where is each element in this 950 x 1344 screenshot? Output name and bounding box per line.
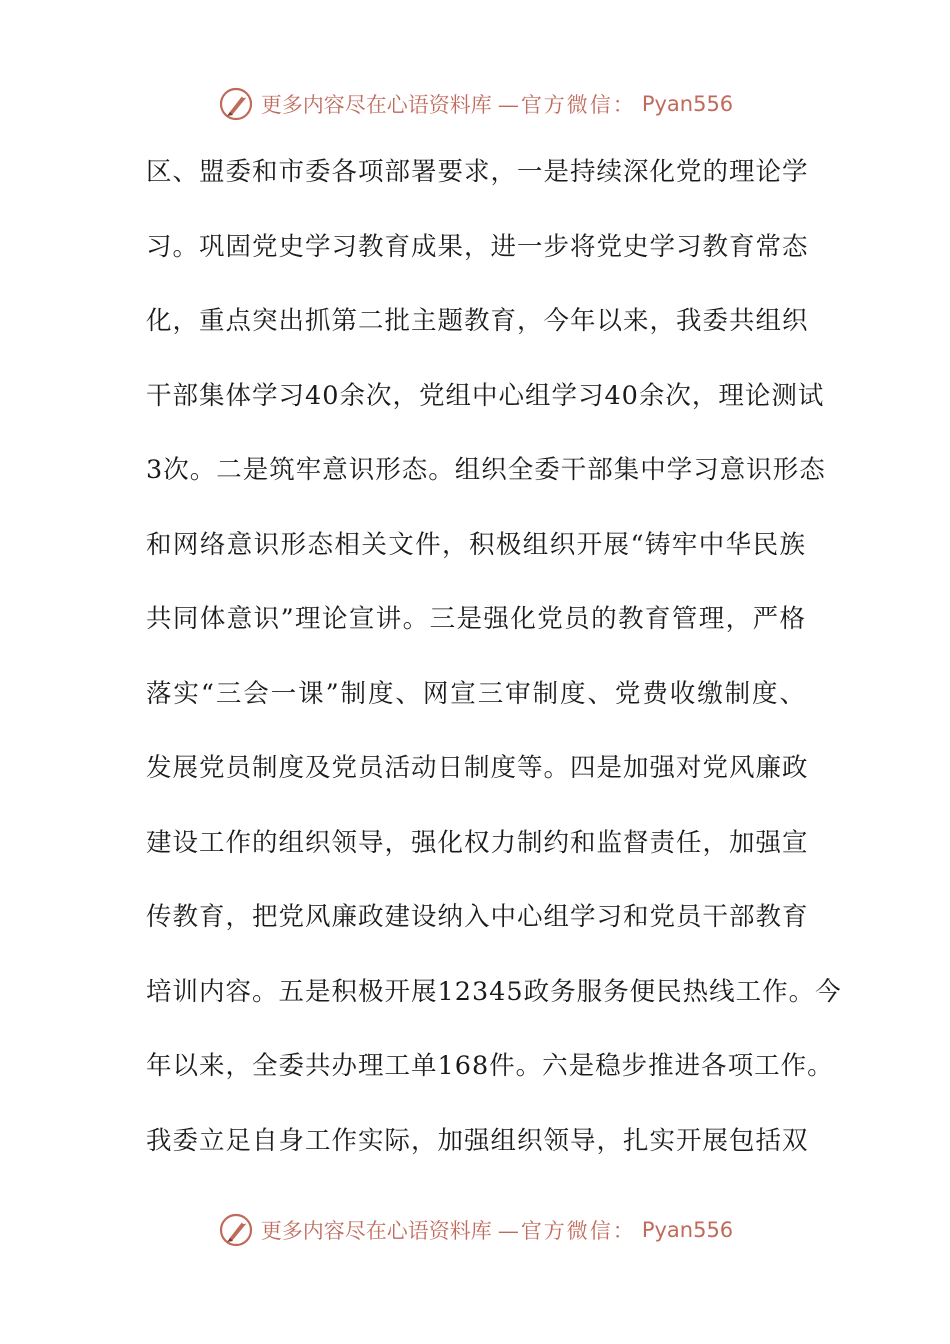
body-line: 区、盟委和市委各项部署要求，一是持续深化党的理论学: [146, 157, 809, 187]
banner-brand-text: 更多内容尽在心语资料库: [260, 1219, 492, 1243]
body-line: 干部集体学习40余次，党组中心组学习40余次，理论测试: [146, 380, 825, 411]
body-line: 落实“三会一课”制度、网宣三审制度、党费收缴制度、: [146, 678, 806, 709]
body-line: 和网络意识形态相关文件，积极组织开展“铸牢中华民族: [146, 529, 806, 560]
banner-brand-text: 更多内容尽在心语资料库: [260, 93, 492, 117]
banner-official-text: —官方微信：: [497, 1219, 636, 1243]
body-line: 年以来，全委共办理工单168件。六是稳步推进各项工作。: [146, 1051, 834, 1081]
body-line: 传教育，把党风廉政建设纳入中心组学习和党员干部教育: [146, 902, 809, 932]
body-line: 建设工作的组织领导，强化权力制约和监督责任，加强宣: [146, 827, 809, 858]
body-line: 我委立足自身工作实际，加强组织领导，扎实开展包括双: [146, 1125, 809, 1156]
header-watermark-banner: [0, 80, 950, 128]
body-line: 习。巩固党史学习教育成果，进一步将党史学习教育常态: [146, 231, 809, 262]
pen-logo-icon: [217, 1211, 255, 1249]
pen-logo-icon: [217, 85, 255, 123]
body-line: 培训内容。五是积极开展12345政务服务便民热线工作。今: [146, 976, 842, 1007]
body-line: 化，重点突出抓第二批主题教育，今年以来，我委共组织: [146, 306, 809, 336]
body-line: 共同体意识”理论宣讲。三是强化党员的教育管理，严格: [146, 604, 806, 634]
footer-watermark-banner: [0, 1206, 950, 1254]
banner-wechat-id: Pyan556: [641, 92, 734, 116]
body-line: 3次。二是筑牢意识形态。组织全委干部集中学习意识形态: [146, 455, 826, 485]
banner-official-text: —官方微信：: [497, 93, 636, 117]
document-body: [146, 150, 842, 1193]
banner-wechat-id: Pyan556: [641, 1218, 734, 1242]
body-line: 发展党员制度及党员活动日制度等。四是加强对党风廉政: [146, 753, 809, 783]
